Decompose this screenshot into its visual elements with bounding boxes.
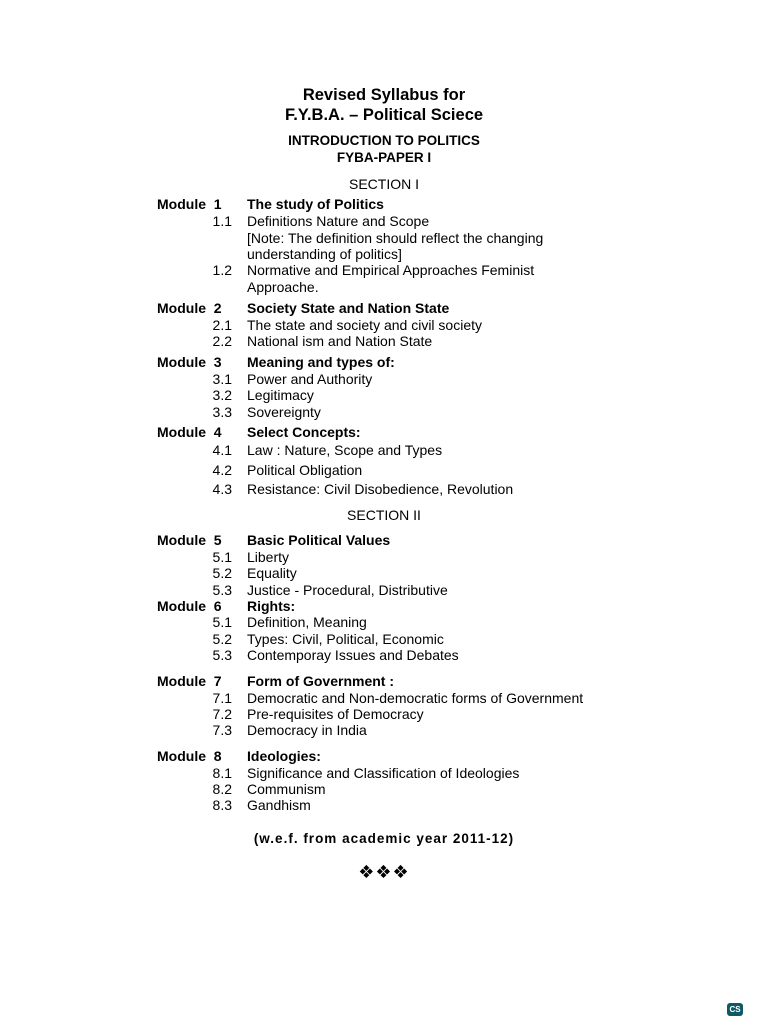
item-text: Contemporay Issues and Debates xyxy=(247,647,459,663)
item-text: Approache. xyxy=(247,279,319,295)
item-number: 7.1 xyxy=(212,690,232,706)
module-title: Ideologies: xyxy=(247,748,321,764)
item-text: Power and Authority xyxy=(247,371,373,387)
module-title: Society State and Nation State xyxy=(247,300,450,316)
item-text: [Note: The definition should reflect the changing xyxy=(247,230,544,246)
item-text: Equality xyxy=(247,565,297,581)
module-title: Rights: xyxy=(247,598,296,614)
page-title-line2: F.Y.B.A. – Political Sciece xyxy=(284,106,484,124)
item-number: 5.1 xyxy=(212,549,232,565)
item-text: Definitions Nature and Scope xyxy=(247,213,430,229)
item-number: 4.3 xyxy=(212,481,232,497)
item-text: National ism and Nation State xyxy=(247,333,433,349)
item-number: 8.1 xyxy=(212,765,232,781)
item-text: Pre-requisites of Democracy xyxy=(247,706,424,722)
item-number: 5.2 xyxy=(212,565,232,581)
item-text: Resistance: Civil Disobedience, Revolution xyxy=(247,481,514,497)
module-title: Form of Government : xyxy=(247,673,395,689)
page-title-line1: Revised Syllabus for xyxy=(302,86,466,104)
item-text: understanding of politics] xyxy=(247,246,402,262)
effective-date-note: (w.e.f. from academic year 2011-12) xyxy=(253,831,515,846)
item-number: 7.2 xyxy=(212,706,232,722)
module-title: Basic Political Values xyxy=(247,532,391,548)
item-number: 1.1 xyxy=(212,213,232,229)
module-label: Module 3 xyxy=(157,354,222,370)
item-number: 5.2 xyxy=(212,631,232,647)
item-number: 5.1 xyxy=(212,614,232,630)
module-label: Module 1 xyxy=(157,196,222,212)
item-text: Justice - Procedural, Distributive xyxy=(247,582,448,598)
item-number: 2.1 xyxy=(212,317,232,333)
item-number: 8.2 xyxy=(212,781,232,797)
item-text: Types: Civil, Political, Economic xyxy=(247,631,444,647)
module-label: Module 2 xyxy=(157,300,222,316)
item-text: Sovereignty xyxy=(247,404,321,420)
module-title: Select Concepts: xyxy=(247,424,361,440)
item-number: 8.3 xyxy=(212,797,232,813)
item-number: 4.1 xyxy=(212,442,232,458)
item-text: Law : Nature, Scope and Types xyxy=(247,442,443,458)
module-label: Module 7 xyxy=(157,673,222,689)
item-number: 5.3 xyxy=(212,582,232,598)
module-title: The study of Politics xyxy=(247,196,384,212)
item-number: 5.3 xyxy=(212,647,232,663)
item-text: Communism xyxy=(247,781,326,797)
item-text: Legitimacy xyxy=(247,387,314,403)
item-text: Significance and Classification of Ideologies xyxy=(247,765,520,781)
module-label: Module 6 xyxy=(157,598,222,614)
camscanner-logo-icon: CS xyxy=(727,1003,743,1016)
section-heading-2: SECTION II xyxy=(347,507,421,523)
module-label: Module 8 xyxy=(157,748,222,764)
item-number: 3.3 xyxy=(212,404,232,420)
item-text: The state and society and civil society xyxy=(247,317,483,333)
item-number: 3.2 xyxy=(212,387,232,403)
paper-code: FYBA-PAPER I xyxy=(336,150,432,165)
item-number: 3.1 xyxy=(212,371,232,387)
module-label: Module 4 xyxy=(157,424,222,440)
item-number: 4.2 xyxy=(212,462,232,478)
item-text: Gandhism xyxy=(247,797,311,813)
item-text: Democracy in India xyxy=(247,722,367,738)
item-text: Liberty xyxy=(247,549,290,565)
item-text: Definition, Meaning xyxy=(247,614,367,630)
item-text: Political Obligation xyxy=(247,462,363,478)
item-text: Democratic and Non-democratic forms of Government xyxy=(247,690,584,706)
module-title: Meaning and types of: xyxy=(247,354,395,370)
section-heading-1: SECTION I xyxy=(348,176,419,192)
item-text: Normative and Empirical Approaches Feminist xyxy=(247,262,535,278)
paper-title: INTRODUCTION TO POLITICS xyxy=(288,133,480,148)
item-number: 7.3 xyxy=(212,722,232,738)
ornament-icon: ❖❖❖ xyxy=(358,862,410,882)
item-number: 2.2 xyxy=(212,333,232,349)
module-label: Module 5 xyxy=(157,532,222,548)
item-number: 1.2 xyxy=(212,262,232,278)
